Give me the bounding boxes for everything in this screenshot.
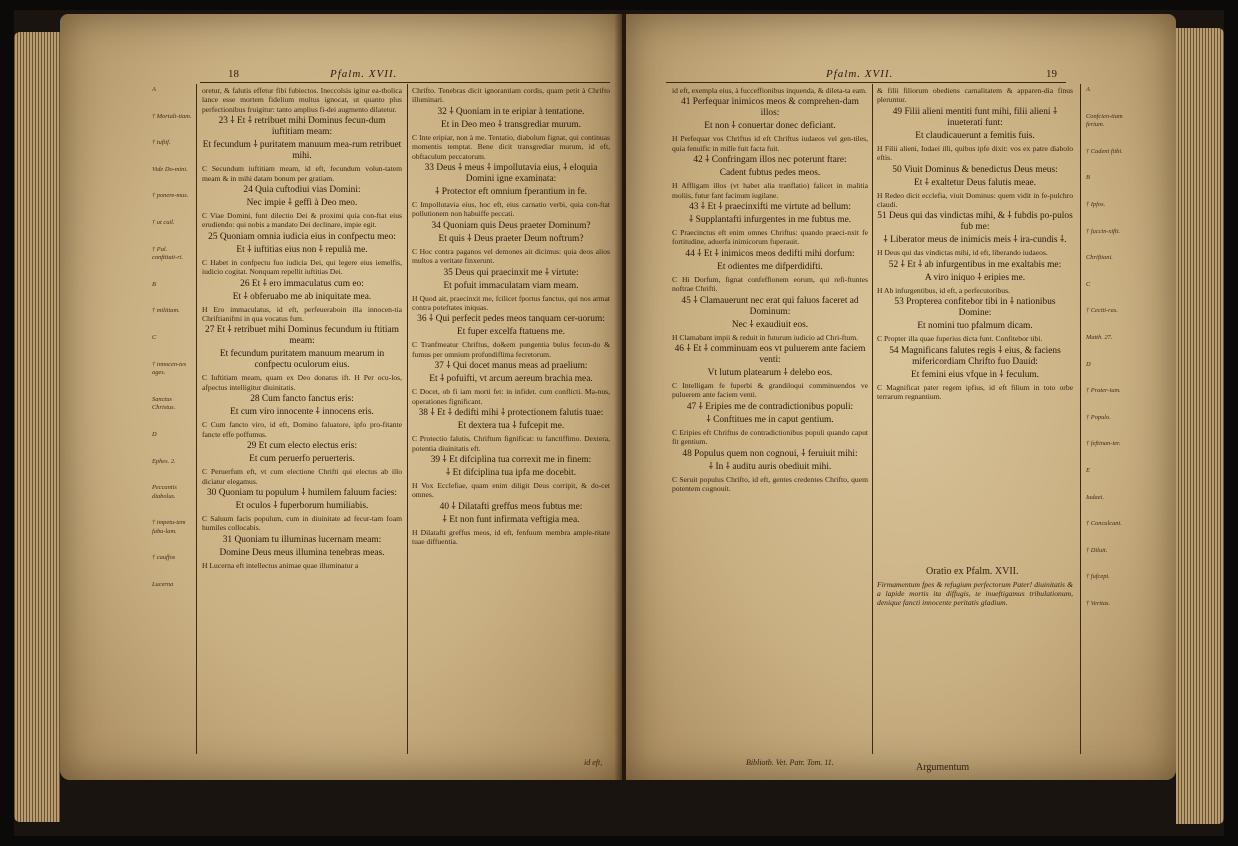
verse-line: 41 Perfequar inimicos meos & comprehen-dam illos: bbox=[681, 97, 859, 119]
verse-line: Et nomini tuo pfalmum dicam. bbox=[917, 321, 1033, 332]
verse-line: 49 Filii alieni mentiti funt mihi, filii alieni ⸸ inueterati funt: bbox=[892, 106, 1058, 128]
right-margin-letter: E bbox=[1086, 466, 1090, 474]
commentary-text: Chrifto. Tenebras dicit ignorantiam cordis, quam petit à Chrifto illuminari. bbox=[412, 86, 610, 105]
verse-line: Nec impie ⸸ geffi à Deo meo. bbox=[246, 198, 358, 209]
right-page-edges bbox=[1176, 28, 1224, 824]
margin-note: † Ipfos. bbox=[1086, 200, 1106, 208]
margin-note: † fuccin-xifti. bbox=[1086, 227, 1121, 235]
left-top-rule bbox=[200, 82, 610, 83]
commentary-text: H Deus qui das vindictas mihi, id eft, liberando iudaeos. bbox=[877, 248, 1048, 258]
commentary-text: C Seruit populus Chrifto, id eft, gentes credentes Chrifto, quem potentem cognouit. bbox=[672, 474, 868, 494]
left-page-edges bbox=[14, 32, 60, 822]
open-book bbox=[14, 10, 1224, 836]
verse-line: ⸸ In ⸸ auditu auris obediuit mihi. bbox=[708, 461, 832, 472]
verse-line: Et in Deo meo ⸸ transgrediar murum. bbox=[440, 119, 582, 130]
verse-line: Vt lutum platearum ⸸ delebo eos. bbox=[707, 368, 833, 379]
verse-line: 51 Deus qui das vindictas mihi, & ⸸ fubdis po-pulos fub me: bbox=[877, 211, 1073, 233]
left-column-1 bbox=[202, 86, 402, 754]
commentary-text: H Ero immaculatus, id eft, perfeueraboin illa innocen-tia Chriftianifmi in qua vocatus fum. bbox=[202, 304, 402, 324]
margin-note: † Cadent fiibi. bbox=[1086, 147, 1123, 155]
right-column-2 bbox=[877, 86, 1073, 556]
margin-note: Iudaei. bbox=[1086, 493, 1104, 501]
verse-line: Nec ⸸ exaudiuit eos. bbox=[731, 319, 809, 330]
commentary-text: C Secundum iuftitiam meam, id eft, fecundum volun-tatem meam & in mihi datam bonum per gratiam. bbox=[202, 164, 402, 183]
verse-line: 36 ⸸ Qui perfecit pedes meos tanquam cer-uorum: bbox=[417, 314, 605, 325]
verse-line: 44 ⸸ Et ⸸ inimicos meos dedifti mihi dorfum: bbox=[685, 248, 855, 259]
commentary-text: C Inte eripiar, non à me. Tentatio, diabolum fignat, qui continuas momentis temptat. Bene dicit transgrediar murum, id eft, obftaculum peccatorum. bbox=[412, 132, 610, 161]
verse-line: ⸸ Supplantafti infurgentes in me fubtus me. bbox=[688, 215, 852, 226]
verse-line: 52 ⸸ Et ⸸ ab infurgentibus in me exaltabis me: bbox=[888, 259, 1062, 270]
margin-note: † ponere-mus. bbox=[152, 192, 189, 200]
verse-line: 54 Magnificans falutes regis ⸸ eius, & faciens mifericordiam Chrifto fuo Dauid: bbox=[889, 345, 1061, 367]
verse-line: 43 ⸸ Et ⸸ praecinxifti me virtute ad bellum: bbox=[689, 202, 851, 213]
commentary-text: C Docet, ob fi iam morti fet: in infidet. cum conflicti. Ma-nus, operationes fignificant. bbox=[412, 387, 610, 406]
verse-line: Et ⸸ exaltetur Deus falutis meae. bbox=[913, 177, 1037, 188]
verse-line: Et oculos ⸸ fuperborum humiliabis. bbox=[235, 500, 369, 511]
verse-line: 29 Et cum electo electus eris: bbox=[246, 441, 358, 452]
commentary-text: H Lucerna eft intellectus animae quae illuminatur a bbox=[202, 560, 359, 570]
right-page bbox=[626, 14, 1176, 780]
margin-note: Lucerna bbox=[152, 581, 174, 589]
verse-line: 23 ⸸ Et ⸸ retribuet mihi Dominus fecun-dum iuftitiam meam: bbox=[218, 116, 386, 138]
commentary-text: C Peruerfum eft, vt cum electione Chrifti qui electus ab illo diciatur elegamus. bbox=[202, 467, 402, 486]
margin-note: † impetu-tem fabu-lam. bbox=[152, 519, 186, 535]
commentary-text: C Protectio falutis, Chriftum fignificat: tu fanctiffimo. Dextera, potentia diuinitatis eft. bbox=[412, 434, 610, 453]
right-margin-letter: D bbox=[1086, 360, 1091, 368]
commentary-text: C Hoc contra paganos vel demones ait dicimus: quia deos alios multos a veritate finxerunt. bbox=[412, 246, 610, 266]
commentary-text: C Magnificat pater regem ipfius, id eft filium in toto orbe terrarum regnantium. bbox=[877, 382, 1073, 402]
verse-line: Et ⸸ pofuifti, vt arcum aereum brachia mea. bbox=[429, 374, 593, 385]
verse-line: 33 Deus ⸸ meus ⸸ impollutavia eius, ⸸ eloquia Domini igne examinata: bbox=[424, 163, 598, 185]
margin-note: Confcien-tiam ferium. bbox=[1086, 112, 1123, 129]
commentary-text: id eft, exempla eius, à fucceffionibus inquenda, & dileta-ta eam. bbox=[672, 86, 867, 95]
verse-line: Et fuper excelfa ftatuens me. bbox=[456, 327, 566, 338]
verse-line: Et non ⸸ conuertar donec deficiant. bbox=[704, 121, 836, 132]
verse-line: 40 ⸸ Dilatafti greffus meos fubtus me: bbox=[439, 501, 583, 512]
verse-line: Et fecundum ⸸ puritatem manuum mea-rum retribuet mihi. bbox=[202, 140, 402, 162]
margin-note: Peccantis diabolus. bbox=[152, 484, 177, 500]
right-column-rule bbox=[872, 84, 873, 754]
commentary-text: H Quod ait, praecinxit me, fcilicet fportus fanctus, qui nos armat contra poteftates iniquas. bbox=[412, 293, 610, 313]
argument-label: Argumentum bbox=[916, 762, 970, 773]
commentary-text: H Dilatafti greffus meos, id eft, fenfuum membra ample-ritate tuae diffuentia. bbox=[412, 527, 610, 547]
right-margin-rule bbox=[1080, 84, 1081, 754]
verse-line: 38 ⸸ Et ⸸ dedifti mihi ⸸ protectionem falutis tuae: bbox=[418, 408, 604, 419]
verse-line: 46 ⸸ Et ⸸ comminuam eos vt puluerem ante faciem venti: bbox=[674, 344, 866, 366]
commentary-text: C Praecinctus eft enim omnes Chriftus: quando praeci-nxit fe fortitudine, aduerfa inimicorum fuperauit. bbox=[672, 228, 868, 247]
commentary-text: C Impollutavia eius, hoc eft, eius carnatio verbi, quia con-ftat pollutionem non habuiffe peccati. bbox=[412, 200, 610, 219]
commentary-text: C Propter illa quae fuperius dicta funt. Confitebor tibi. bbox=[877, 334, 1043, 344]
verse-line: Et claudicauerunt a femitis fuis. bbox=[915, 130, 1035, 141]
verse-line: 34 Quoniam quis Deus praeter Dominum? bbox=[431, 220, 591, 231]
margin-note: † cauffos bbox=[152, 554, 176, 562]
verse-line: 28 Cum fancto fanctus eris: bbox=[250, 394, 354, 405]
right-folio: 19 bbox=[1046, 68, 1057, 80]
left-column-rule bbox=[407, 84, 408, 754]
margin-note: † Prater-ium. bbox=[1086, 387, 1121, 395]
commentary-text: C Cum fancto viro, id eft, Domino faluatore, ipfo pro-fitante fancte effe poffumus. bbox=[202, 420, 402, 439]
left-margin-letter: A bbox=[152, 86, 156, 93]
commentary-text: H Vox Ecclefiae, quam enim diligit Deus corripit, & do-cet omnes. bbox=[412, 480, 610, 500]
verse-line: 35 Deus qui praecinxit me ⸸ virtute: bbox=[443, 267, 579, 278]
verse-line: ⸸ Conftitues me in caput gentium. bbox=[706, 414, 834, 425]
verse-line: 25 Quoniam omnia iudicia eius in confpectu meo: bbox=[208, 231, 396, 242]
margin-note: † Conculcant. bbox=[1086, 520, 1122, 528]
verse-line: 31 Quoniam tu illuminas lucernam meam: bbox=[222, 534, 382, 545]
left-catchword: id eft, bbox=[584, 758, 603, 767]
verse-line: 39 ⸸ Et difciplina tua correxit me in finem: bbox=[430, 454, 592, 465]
margin-note: † innocen-tes ages. bbox=[152, 360, 187, 377]
commentary-text: C Iuftitiam meam, quam ex Deo donatus ift. H Per ocu-los, afpectus intelligitur diuinitatis. bbox=[202, 373, 402, 392]
margin-note: † militiam. bbox=[152, 307, 180, 315]
commentary-text: H Ab infurgentibus, id eft, a perfecutoribus. bbox=[877, 285, 1010, 295]
verse-line: A viro iniquo ⸸ eripies me. bbox=[924, 272, 1026, 283]
verse-line: 32 ⸸ Quoniam in te eripiar à tentatione. bbox=[437, 106, 585, 117]
verse-line: Et cum viro innocente ⸸ innocens eris. bbox=[230, 407, 374, 418]
right-margin-letter: C bbox=[1086, 280, 1091, 288]
verse-line: 30 Quoniam tu populum ⸸ humilem faluum facies: bbox=[206, 487, 398, 498]
signature-mark: Bibliotb. Vet. Patr. Tom. 11. bbox=[746, 758, 834, 767]
right-margin-notes bbox=[1086, 86, 1130, 754]
commentary-text: C Hi Dorfum, fignat confeffionem eorum, qui refi-ftuntes noftrae Chrifti. bbox=[672, 274, 868, 294]
margin-note: Ephes. 2. bbox=[152, 457, 176, 465]
left-margin-letter: C bbox=[152, 333, 157, 341]
right-top-rule bbox=[666, 82, 1066, 83]
margin-note: Chriftiani. bbox=[1086, 254, 1113, 262]
commentary-text: H Redeo dicit ecclefia, viuit Dominus: quem vidit in fe-pulchro claudi. bbox=[877, 190, 1073, 210]
left-margin-letter: D bbox=[152, 430, 157, 438]
commentary-text: C Intelligam fe fuperbi & grandiloqui comminuendos ve puluerem ante faciem venti. bbox=[672, 381, 868, 400]
commentary-text: C Saluum facis populum, cum in diuinitate ad fecur-tam foam humiles collocabis. bbox=[202, 513, 402, 533]
verse-line: Et ⸸ obferuabo me ab iniquitate mea. bbox=[232, 291, 372, 302]
verse-line: 50 Viuit Dominus & benedictus Deus meus: bbox=[892, 164, 1058, 175]
margin-note: † Veritas. bbox=[1086, 599, 1111, 607]
verse-line: Cadent fubtus pedes meos. bbox=[719, 168, 821, 179]
verse-line: ⸸ Liberator meus de inimicis meis ⸸ ira-cundis ⸸. bbox=[883, 235, 1067, 246]
verse-line: Et dextera tua ⸸ fufcepit me. bbox=[457, 421, 565, 432]
commentary-text: C Habet in confpectu fuo iudicia Dei, qui legere eius iemelfis, iudicio cogitat. Nonquam repellit iuftitias Dei. bbox=[202, 257, 402, 277]
commentary-text: C Tranfmeatur Chriftus, do&em pungentia bulus fecun-do & fumus per omnium profundiflima fecretorum. bbox=[412, 340, 610, 359]
margin-note: † ut cuil. bbox=[152, 218, 175, 226]
verse-line: Et odientes me difperdidifti. bbox=[717, 261, 823, 272]
right-column-1 bbox=[672, 86, 868, 754]
verse-line: 37 ⸸ Qui docet manus meas ad praelium: bbox=[434, 361, 588, 372]
margin-note: Matth. 27. bbox=[1086, 333, 1113, 341]
verse-line: 24 Quia cuftodiui vias Domini: bbox=[243, 185, 361, 196]
verse-line: 45 ⸸ Clamauerunt nec erat qui faluos faceret ad Dominum: bbox=[681, 295, 859, 317]
verse-line: 48 Populus quem non cognoui, ⸸ feruiuit mihi: bbox=[682, 448, 858, 459]
verse-line: 27 Et ⸸ retribuet mihi Dominus fecundum iu ftitiam meam: bbox=[205, 325, 399, 347]
verse-line: ⸸ Et difciplina tua ipfa me docebit. bbox=[445, 467, 577, 478]
verse-line: Et fecundum puritatem manuum mearum in confpectu oculorum eius. bbox=[219, 349, 385, 371]
margin-note: † Pal. conftituti-ri. bbox=[152, 245, 184, 262]
margin-note: † Diluit. bbox=[1086, 546, 1108, 554]
prayer-title: Oratio ex Pfalm. XVII. bbox=[926, 566, 1019, 577]
margin-note: † Populo. bbox=[1086, 413, 1111, 421]
margin-note: † fufcepi. bbox=[1086, 573, 1110, 581]
verse-line: ⸸ Et non funt infirmata veftigia mea. bbox=[442, 514, 580, 525]
verse-line: Et cum peruerfo peruerteris. bbox=[249, 454, 355, 465]
commentary-text: H Affligam illos (vt habet alia tranflatio) falicet in malitia moliis, futur fant facinum iugilane. bbox=[672, 181, 868, 200]
left-running-head: Pfalm. XVII. bbox=[330, 68, 398, 80]
verse-line: Et pofuit immaculatam viam meam. bbox=[443, 280, 579, 291]
prayer-text: Firmamentum fpes & refugium perfectorum Pater! diuinitatis & a lapide mortis ita diffugis, te inueftigamus tribulationum, denique fancti innocente peritatis gladium. bbox=[877, 580, 1073, 608]
verse-line: Et femini eius vfque in ⸸ feculum. bbox=[910, 369, 1040, 380]
left-column-2 bbox=[412, 86, 610, 754]
left-folio: 18 bbox=[228, 68, 239, 80]
margin-note: † feftinan-ter. bbox=[1086, 440, 1121, 448]
verse-line: 26 Et ⸸ ero immaculatus cum eo: bbox=[240, 278, 364, 289]
commentary-text: & filii filiorum obediens carnalitatem & apparen-dia finus pleruntur. bbox=[877, 86, 1073, 105]
left-margin-letter: B bbox=[152, 280, 156, 288]
right-margin-letter: B bbox=[1086, 174, 1090, 182]
margin-note: † Mortali-tiam. bbox=[152, 112, 192, 120]
left-margin-rule bbox=[196, 84, 197, 754]
margin-note: Sanctus Christus. bbox=[152, 395, 176, 412]
right-margin-letter: A bbox=[1086, 86, 1090, 93]
verse-line: 42 ⸸ Confringam illos nec poterunt ftare: bbox=[693, 155, 847, 166]
commentary-text: C Eripies eft Chriftus de contradictionibus populi quando caput fit gentium. bbox=[672, 427, 868, 447]
margin-note: † tuftif. bbox=[152, 139, 171, 147]
verse-line: Domine Deus meus illumina tenebras meas. bbox=[219, 547, 385, 558]
commentary-text: H Perfequar vos Chriftus id eft Chriftus iudaeos vel gen-tiles, quia fenuific in mille fuit facta fuit. bbox=[672, 134, 868, 153]
verse-line: ⸸ Protector eft omnium fperantium in fe. bbox=[434, 187, 587, 198]
verse-line: 53 Propterea confitebor tibi in ⸸ nationibus Domine: bbox=[894, 297, 1056, 319]
verse-line: Et ⸸ iuftitias eius non ⸸ repulià me. bbox=[236, 244, 368, 255]
verse-line: Et quis ⸸ Deus praeter Deum noftrum? bbox=[438, 233, 584, 244]
margin-note: † Ceciti-ras. bbox=[1086, 307, 1118, 315]
right-running-head: Pfalm. XVII. bbox=[826, 68, 894, 80]
verse-line: 47 ⸸ Eripies me de contradictionibus populi: bbox=[686, 401, 854, 412]
commentary-text: H Clamabant impii & reduit in futurum iudicio ad Chri-ftum. bbox=[672, 332, 859, 342]
left-margin-notes bbox=[152, 86, 194, 754]
margin-note: Vide Do-mini. bbox=[152, 165, 188, 173]
left-page bbox=[60, 14, 622, 780]
commentary-text: C Viae Domini, funt dilectio Dei & proximi quia con-ftat eius erudiendo: qui nobis a mandato Dei declinare, impie egit. bbox=[202, 211, 402, 230]
commentary-text: oretur, & falutis effetur fibi fubiectos. Ineccolsis igitur ea-tholica lance esse mortem fidelium multus ignocat, ut quanto plus perfectionibus fruigitur: tanto amplius fi-dei augmento dilatetur. bbox=[202, 86, 402, 114]
commentary-text: H Filii alieni, Iudaei illi, quibus ipfe dixit: vos ex patre diabolo eftis. bbox=[877, 143, 1073, 163]
